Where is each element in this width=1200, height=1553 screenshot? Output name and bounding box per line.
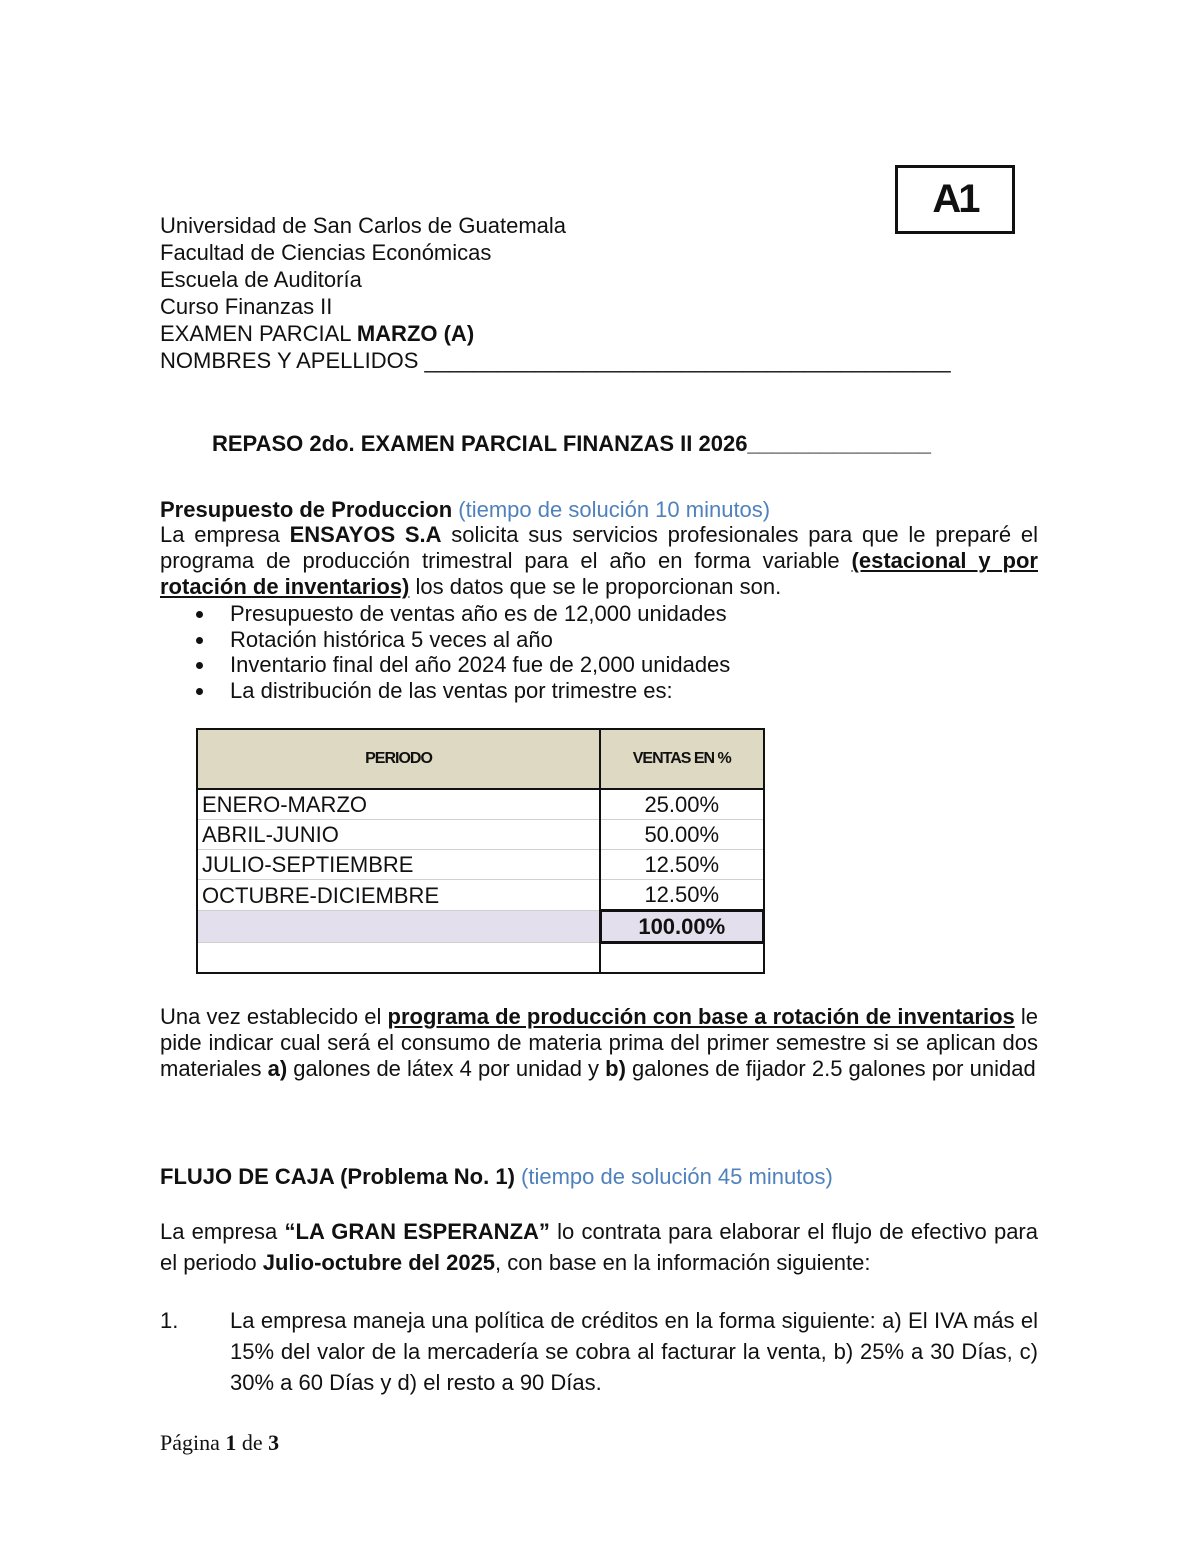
table-row	[197, 850, 764, 880]
period-cell: ENERO-MARZO	[197, 789, 600, 820]
list-item-text: La distribución de las ventas por trimestre es:	[230, 677, 673, 703]
percent-cell: 12.50%	[600, 850, 763, 880]
exam-line	[160, 320, 474, 347]
company-name: “LA GRAN ESPERANZA”	[284, 1219, 550, 1244]
text-run: La empresa	[160, 522, 290, 547]
total-pages-number: 3	[268, 1430, 280, 1455]
section1-paragraph	[160, 522, 1038, 600]
text-run: los datos que se le proporcionan son.	[409, 574, 782, 599]
page-footer	[160, 1430, 279, 1456]
text-run: le pide indicar cual será el consumo de materia prima del primer semestre si se aplican dos materiales	[160, 1004, 1038, 1081]
list-item-text: La empresa maneja una política de créditos en la forma siguiente: a) El IVA más el 15% del valor de la mercadería se cobra al facturar la venta, b) 25% a 30 Días, c) 30% a 60 Días y d) el resto a 90 Días.	[230, 1308, 1038, 1395]
exam-version-badge: A1	[895, 165, 1015, 234]
sales-distribution-table	[196, 728, 765, 974]
empty-cell	[197, 943, 600, 974]
percent-cell: 50.00%	[600, 820, 763, 850]
percent-cell: 12.50%	[600, 880, 763, 911]
text-run: , con base en la información siguiente:	[495, 1250, 871, 1275]
text-run: solicita sus servicios profesionales para que le preparé el programa de producción trimestral para el año en forma variable	[160, 522, 1038, 573]
document-title: REPASO 2do. EXAMEN PARCIAL FINANZAS II 2026_______________	[212, 431, 931, 456]
text-run: Una vez establecido el	[160, 1004, 388, 1029]
school-name: Escuela de Auditoría	[160, 267, 362, 292]
bullet-icon	[196, 662, 203, 669]
text-run: La empresa	[160, 1219, 285, 1244]
table-row	[197, 880, 764, 911]
table-total-row	[197, 911, 764, 943]
list-item-text: Inventario final del año 2024 fue de 2,000 unidades	[230, 652, 731, 677]
option-b-label: b)	[605, 1056, 626, 1081]
company-name: ENSAYOS S.A	[289, 522, 442, 547]
column-header-period: PERIODO	[197, 729, 600, 789]
section1-time: (tiempo de solución 10 minutos)	[458, 497, 771, 522]
exam-month: MARZO (A)	[356, 321, 475, 346]
section2-heading	[160, 1163, 833, 1190]
list-item	[160, 627, 1040, 653]
section1-question	[160, 1004, 1038, 1082]
table-row	[197, 789, 764, 820]
period-cell: OCTUBRE-DICIEMBRE	[197, 880, 600, 911]
section2-time: (tiempo de solución 45 minutos)	[521, 1164, 833, 1189]
list-item	[160, 601, 1040, 627]
total-percent-cell: 100.00%	[600, 911, 763, 943]
table-header-row	[197, 729, 764, 789]
period-cell: JULIO-SEPTIEMBRE	[197, 850, 600, 880]
list-item	[160, 652, 1040, 678]
list-item-text: Presupuesto de ventas año es de 12,000 unidades	[230, 601, 727, 626]
empty-cell	[600, 943, 763, 974]
footer-label: de	[241, 1430, 263, 1455]
text-run: galones de látex 4 por unidad y	[287, 1056, 606, 1081]
list-item	[160, 678, 1040, 704]
list-item-text: Rotación histórica 5 veces al año	[230, 626, 553, 652]
total-label-cell	[197, 911, 600, 943]
question-emphasis: programa de producción con base a rotación de inventarios	[387, 1004, 1015, 1029]
section2-paragraph	[160, 1216, 1038, 1278]
footer-label: Página	[160, 1430, 220, 1455]
period-emphasis: Julio-octubre del 2025	[262, 1250, 496, 1275]
bullet-icon	[196, 637, 203, 644]
data-bullet-list	[160, 601, 1040, 703]
section2-title: FLUJO DE CAJA (Problema No. 1)	[160, 1164, 515, 1189]
section1-heading	[160, 496, 770, 523]
course-name: Curso Finanzas II	[160, 294, 333, 319]
column-header-sales-percent: VENTAS EN %	[600, 729, 763, 789]
table-row	[197, 820, 764, 850]
bullet-icon	[196, 688, 203, 695]
names-field: NOMBRES Y APELLIDOS ___________________________________________	[160, 348, 951, 373]
university-name: Universidad de San Carlos de Guatemala	[160, 213, 567, 238]
text-run: galones de fijador 2.5 galones por unidad	[625, 1056, 1036, 1081]
section1-title: Presupuesto de Produccion	[160, 497, 453, 522]
period-cell: ABRIL-JUNIO	[197, 820, 600, 850]
bullet-icon	[196, 611, 203, 618]
option-a-label: a)	[267, 1056, 288, 1081]
faculty-name: Facultad de Ciencias Económicas	[160, 240, 492, 265]
percent-cell: 25.00%	[600, 789, 763, 820]
list-number: 1.	[160, 1308, 179, 1333]
exam-prefix: EXAMEN PARCIAL	[160, 321, 357, 346]
method-emphasis: (estacional y por rotación de inventarios)	[160, 548, 1038, 599]
table-empty-row	[197, 943, 764, 974]
current-page-number: 1	[225, 1430, 237, 1455]
text-run: lo contrata para elaborar el flujo de efectivo para el periodo	[160, 1219, 1038, 1275]
